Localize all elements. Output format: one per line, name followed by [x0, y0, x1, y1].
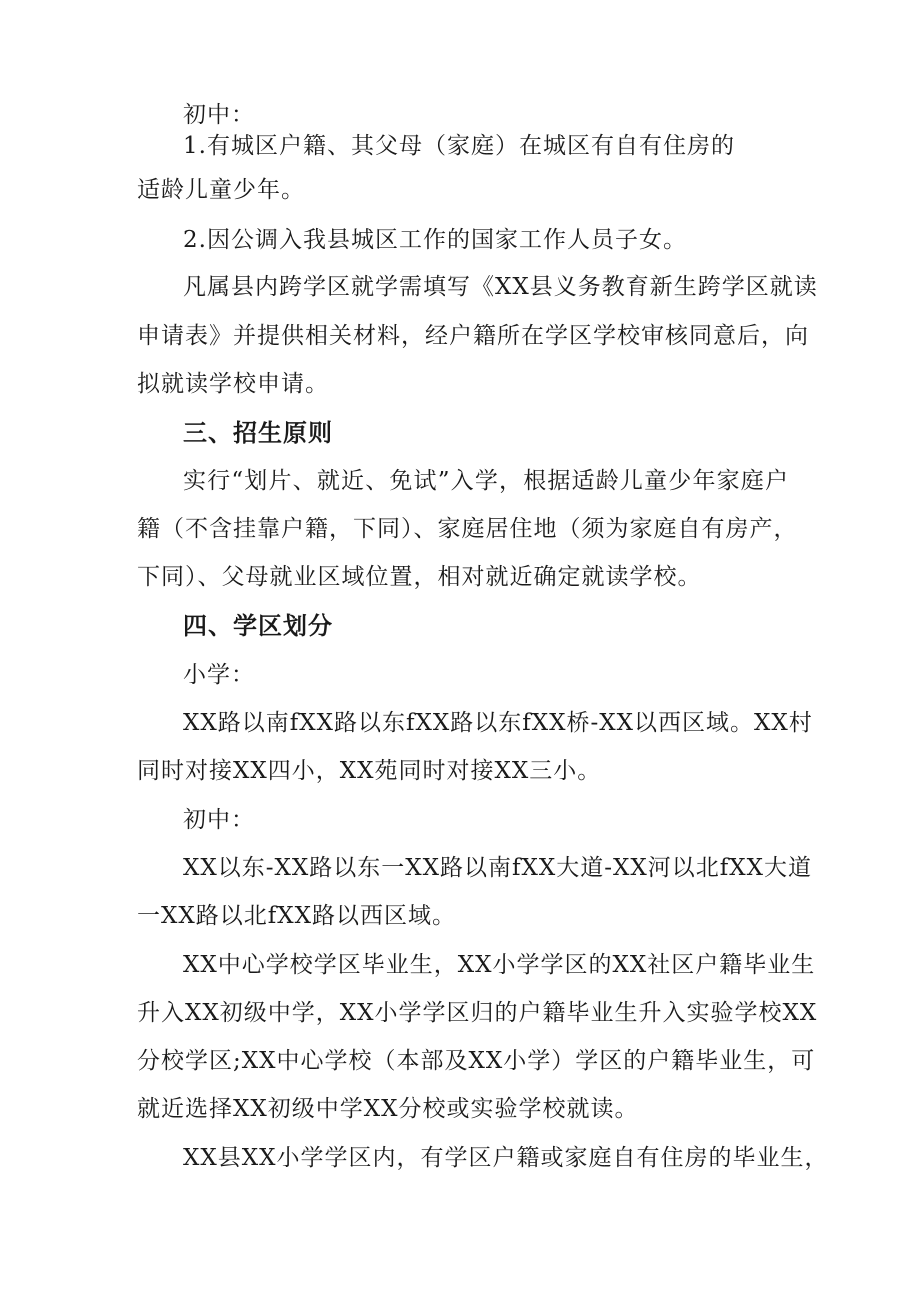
- primary-area-line-2: 同时对接XX四小，XX苑同时对接XX三小。: [137, 758, 602, 784]
- county-district-graduates-line-1: XX县XX小学学区内，有学区户籍或家庭自有住房的毕业生，: [183, 1145, 829, 1171]
- section-heading-district-division: 四、学区划分: [183, 612, 333, 640]
- primary-school-label: 小学：: [183, 662, 255, 688]
- graduate-assignment-line-1: XX中心学校学区毕业生，XX小学学区的XX社区户籍毕业生: [183, 952, 816, 978]
- graduate-assignment-line-3: 分校学区;XX中心学校（本部及XX小学）学区的户籍毕业生，可: [137, 1048, 816, 1074]
- junior-high-label: 初中：: [183, 102, 255, 128]
- graduate-assignment-line-2: 升入XX初级中学，XX小学学区归的户籍毕业生升入实验学校XX: [137, 1000, 818, 1026]
- principles-paragraph-line-3: 下同）、父母就业区域位置，相对就近确定就读学校。: [137, 564, 702, 590]
- junior-high-area-line-1: XX以东-XX路以东一XX路以南fXX大道-XX河以北fXX大道: [183, 855, 813, 881]
- cross-district-paragraph-line-1: 凡属县内跨学区就学需填写《XX县义务教育新生跨学区就读: [183, 274, 818, 300]
- cross-district-paragraph-line-3: 拟就读学校申请。: [137, 371, 329, 397]
- criteria-item-2: 2.因公调入我县城区工作的国家工作人员子女。: [183, 227, 687, 253]
- criteria-item-1: 1.有城区户籍、其父母（家庭）在城区有自有住房的: [183, 133, 735, 159]
- junior-high-area-line-2: 一XX路以北fXX路以西区域。: [137, 903, 457, 929]
- section-heading-enrollment-principles: 三、招生原则: [183, 419, 333, 447]
- cross-district-paragraph-line-2: 申请表》并提供相关材料，经户籍所在学区学校审核同意后，向: [137, 323, 809, 349]
- junior-high-area-label: 初中：: [183, 807, 255, 833]
- primary-area-line-1: XX路以南fXX路以东fXX路以东fXX桥-XX以西区域。XX村: [183, 710, 813, 736]
- graduate-assignment-line-4: 就近选择XX初级中学XX分校或实验学校就读。: [137, 1096, 639, 1122]
- principles-paragraph-line-1: 实行“划片、就近、免试”入学，根据适龄儿童少年家庭户: [183, 468, 789, 494]
- criteria-item-1-continued: 适龄儿童少年。: [137, 177, 305, 203]
- principles-paragraph-line-2: 籍（不含挂靠户籍，下同）、家庭居住地（须为家庭自有房产，: [137, 516, 798, 542]
